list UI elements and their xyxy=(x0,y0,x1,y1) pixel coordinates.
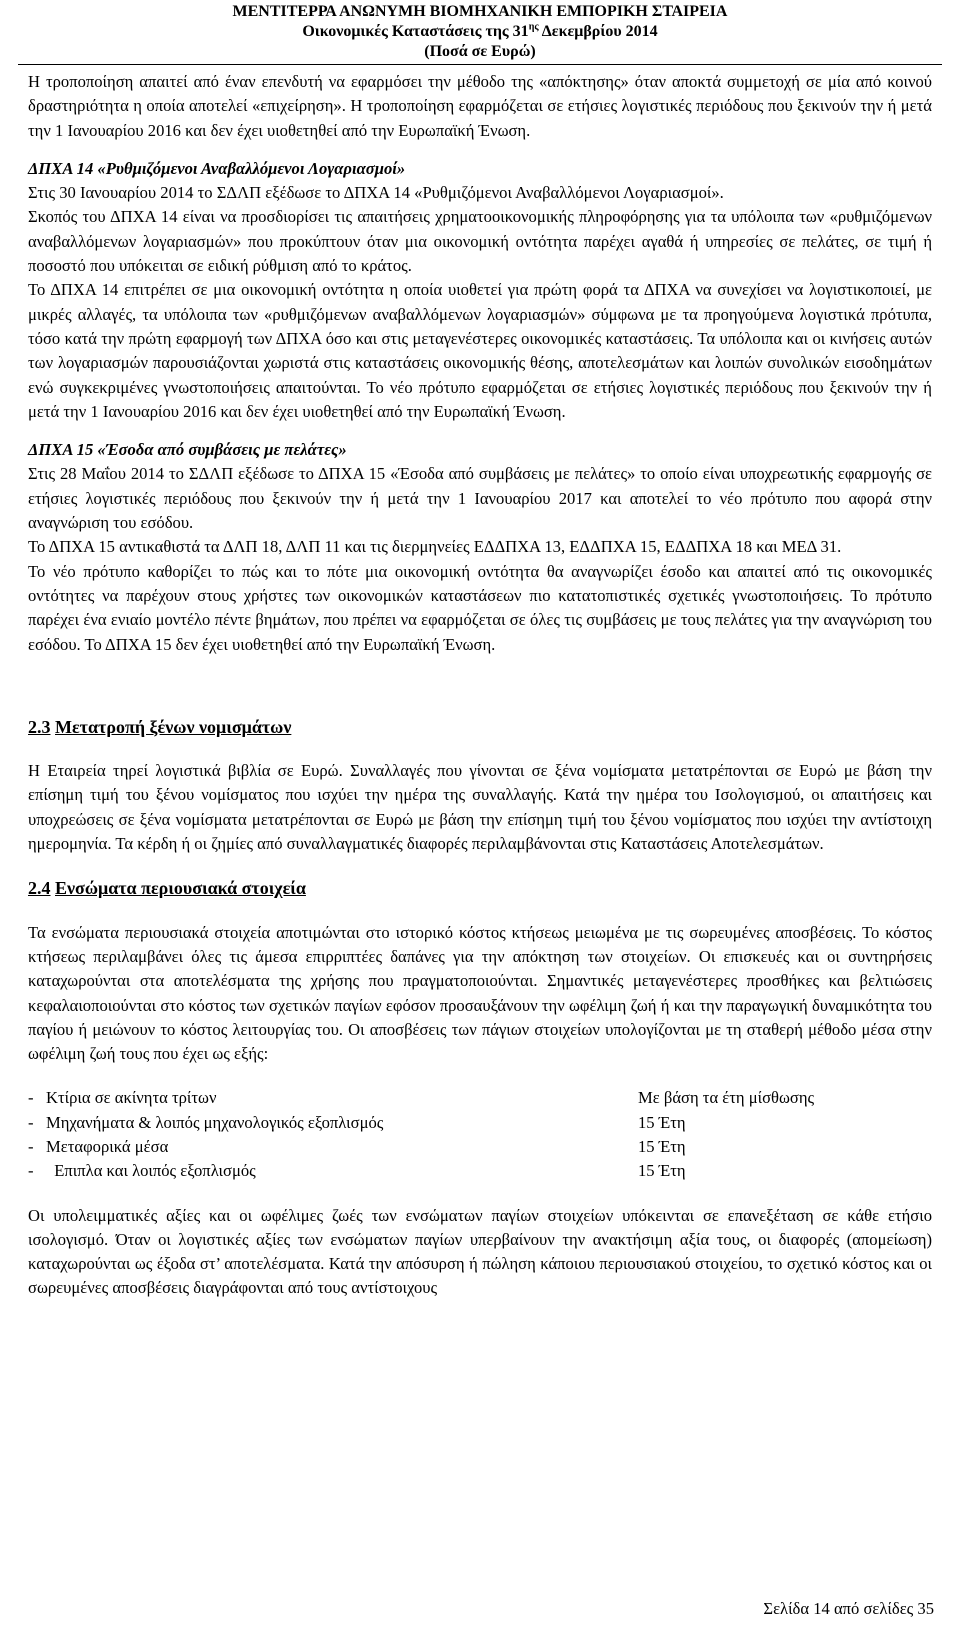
ifrs14-paragraph-3: Το ΔΠΧΑ 14 επιτρέπει σε μια οικονομική οντότητα η οποία υιοθετεί για πρώτη φορά τα ΔΠΧΑ να συνεχίσει να λογιστικοποιεί, με μικρές αλλαγές, τα υπόλοιπα των «ρυθμιζόμενων αναβαλλόμενων λογαριασμών» σύμφωνα με τα προηγούμενα λογιστικά πρότυπα, τόσο κατά την πρώτη εφαρμογή των ΔΠΧΑ όσο και στις μεταγενέστερες οικονομικές καταστάσεις. Τα υπόλοιπα και οι κινήσεις αυτών των λογαριασμών παρουσιάζονται χωριστά στις καταστάσεις οικονομικής θέσης, αποτελεσμάτων και λοιπών συνολικών εισοδημάτων ενώ συγκεκριμένες γνωστοποιήσεις απαιτούνται. Το νέο πρότυπο εφαρμόζεται σε ετήσιες λογιστικές περιόδους που ξεκινούν την ή μετά την 1 Ιανουαρίου 2016 και δεν έχει υιοθετηθεί από την Ευρωπαϊκή Ένωση. xyxy=(28,280,932,421)
section-2-4-closing: Οι υπολειμματικές αξίες και οι ωφέλιμες ζωές των ενσώματων παγίων στοιχείων υπόκεινται σε επανεξέταση σε κάθε ετήσιο ισολογισμό. Όταν οι λογιστικές αξίες των ενσώματων παγίων υπερβαίνουν την ανακτήσιμη αξία τους, οι διαφορές (απομείωση) καταχωρούνται ως έξοδα στ’ αποτελέσματα. Κατά την απόσυρση ή πώληση κάποιου περιουσιακού στοιχείου, το σχετικό κόστος και οι σωρευμένες αποσβέσεις διαγράφονται από τους αντίστοιχους xyxy=(28,1205,932,1298)
ifrs15-paragraph-1: Στις 28 Μαΐου 2014 το ΣΔΛΠ εξέδωσε το ΔΠΧΑ 15 «Έσοδα από συμβάσεις με πελάτες» το οποίο είναι υποχρεωτικής εφαρμογής σε ετήσιες λογιστικές περιόδους που ξεκινούν την ή μετά την 1 Ιανουαρίου 2017 και αποτελεί το νέο πρότυπο που αφορά στην αναγνώριση του εσόδου. xyxy=(28,464,932,533)
statements-period: Οικονομικές Καταστάσεις της $31^{\eta\varsigma}$ Δεκεμβρίου 2014 xyxy=(302,21,658,40)
section-2-4-heading: 2.4 Ενσώματα περιουσιακά στοιχεία xyxy=(28,878,306,899)
ifrs14-paragraph-1: Στις 30 Ιανουαρίου 2014 το ΣΔΛΠ εξέδωσε το ΔΠΧΑ 14 «Ρυθμιζόμενοι Αναβαλλόμενοι Λογαριασμοί». xyxy=(28,183,724,203)
ifrs14-heading: ΔΠΧΑ 14 «Ρυθμιζόμενοι Αναβαλλόμενοι Λογαριασμοί» xyxy=(28,158,406,178)
ifrs15-heading: ΔΠΧΑ 15 «Έσοδα από συμβάσεις με πελάτες» xyxy=(28,440,347,460)
header-divider xyxy=(18,64,942,65)
page-content xyxy=(28,70,932,1301)
document-header xyxy=(0,0,960,62)
list-item: - Μηχανήματα & λοιπός μηχανολογικός εξοπλισμός 15 Έτη xyxy=(28,1112,686,1132)
list-item: - Κτίρια σε ακίνητα τρίτων Με βάση τα έτη μίσθωσης xyxy=(28,1088,815,1108)
ifrs14-paragraph-2: Σκοπός του ΔΠΧΑ 14 είναι να προσδιορίσει τις απαιτήσεις χρηματοοικονομικής πληροφόρησης για τα υπόλοιπα των «ρυθμιζόμενων αναβαλλόμενων λογαριασμών» που προκύπτουν όταν μια οικονομική οντότητα παρέχει αγαθά ή υπηρεσίες σε πελάτες, σε τιμή ή ποσοστό που υπόκειται σε ειδική ρύθμιση από το κράτος. xyxy=(28,207,932,276)
ifrs15-paragraph-3: Το νέο πρότυπο καθορίζει το πώς και το πότε μια οικονομική οντότητα θα αναγνωρίζει έσοδο και απαιτεί από τις οικονομικές οντότητες να παρέχουν στους χρήστες των οικονομικών καταστάσεων πιο κατατοπιστικές σχετικές γνωστοποιήσεις. Το πρότυπο παρέχει ένα ενιαίο μοντέλο πέντε βημάτων, που πρέπει να εφαρμόζεται σε όλες τις συμβάσεις με τους πελάτες για την αναγνώριση του εσόδου. Το ΔΠΧΑ 15 δεν έχει υιοθετηθεί από την Ευρωπαϊκή Ένωση. xyxy=(28,561,932,654)
useful-lives-list xyxy=(28,1086,932,1183)
list-item: - Επιπλα και λοιπός εξοπλισμός 15 Έτη xyxy=(28,1161,686,1181)
ifrs15-paragraph-2: Το ΔΠΧΑ 15 αντικαθιστά τα ΔΛΠ 18, ΔΛΠ 11 και τις διερμηνείες ΕΔΔΠΧΑ 13, ΕΔΔΠΧΑ 15, ΕΔΔΠΧΑ 18 και ΜΕΔ 31. xyxy=(28,537,842,557)
currency-note: (Ποσά σε Ευρώ) xyxy=(424,43,536,60)
section-2-4-text: Τα ενσώματα περιουσιακά στοιχεία αποτιμώνται στο ιστορικό κόστος κτήσεως μειωμένα με τις σωρευμένες αποσβέσεις. Το κόστος κτήσεως περιλαμβάνει όλες τις άμεσα επιρριπτέες δαπάνες για την απόκτηση των στοιχείων. Οι επισκευές και οι συντηρήσεις καταχωρούνται στα αποτελέσματα της χρήσης που πραγματοποιούνται. Σημαντικές μεταγενέστερες προσθήκες και βελτιώσεις κεφαλαιοποιούνται στο κόστος των σχετικών παγίων εφόσον προσαυξάνουν την ωφέλιμη ζωή ή και την παραγωγική δυναμικότητα του παγίου ή μειώνουν το κόστος λειτουργίας του. Οι αποσβέσεις των πάγιων στοιχείων υπολογίζονται με τη σταθερή μέθοδο μέσα στην ωφέλιμη ζωή τους που έχει ως εξής: xyxy=(28,922,932,1064)
page-number: Σελίδα 14 από σελίδες 35 xyxy=(763,1599,934,1618)
company-name: ΜΕΝΤΙΤΕΡΡΑ ΑΝΩΝΥΜΗ ΒΙΟΜΗΧΑΝΙΚΗ ΕΜΠΟΡΙΚΗ ΣΤΑΙΡΕΙΑ xyxy=(232,3,728,20)
list-item: - Μεταφορικά μέσα 15 Έτη xyxy=(28,1136,686,1156)
section-2-3-text: Η Εταιρεία τηρεί λογιστικά βιβλία σε Ευρώ. Συναλλαγές που γίνονται σε ξένα νομίσματα μετατρέπονται σε Ευρώ με βάση την επίσημη τιμή του ξένου νομίσματος που ισχύει την ημέρα της συναλλαγής. Κατά την ημέρα του Ισολογισμού, οι απαιτήσεις και υποχρεώσεις σε ξένα νομίσματα μετατρέπονται σε Ευρώ με βάση την επίσημη τιμή του ξένου νομίσματος που ισχύει την αντίστοιχη ημερομηνία. Τα κέρδη ή οι ζημίες από συναλλαγματικές διαφορές περιλαμβάνονται στις Καταστάσεις Αποτελεσμάτων. xyxy=(28,761,932,854)
section-2-3-heading: 2.3 Μετατροπή ξένων νομισμάτων xyxy=(28,716,292,737)
intro-paragraph: Η τροποποίηση απαιτεί από έναν επενδυτή να εφαρμόσει την μέθοδο της «απόκτησης» όταν αποκτά συμμετοχή σε μία από κοινού δραστηριότητα η οποία αποτελεί «επιχείρηση». Η τροποποίηση εφαρμόζεται σε ετήσιες λογιστικές περιόδους που ξεκινούν την ή μετά την 1 Ιανουαρίου 2016 και δεν έχει υιοθετηθεί από την Ευρωπαϊκή Ένωση. xyxy=(28,72,932,140)
